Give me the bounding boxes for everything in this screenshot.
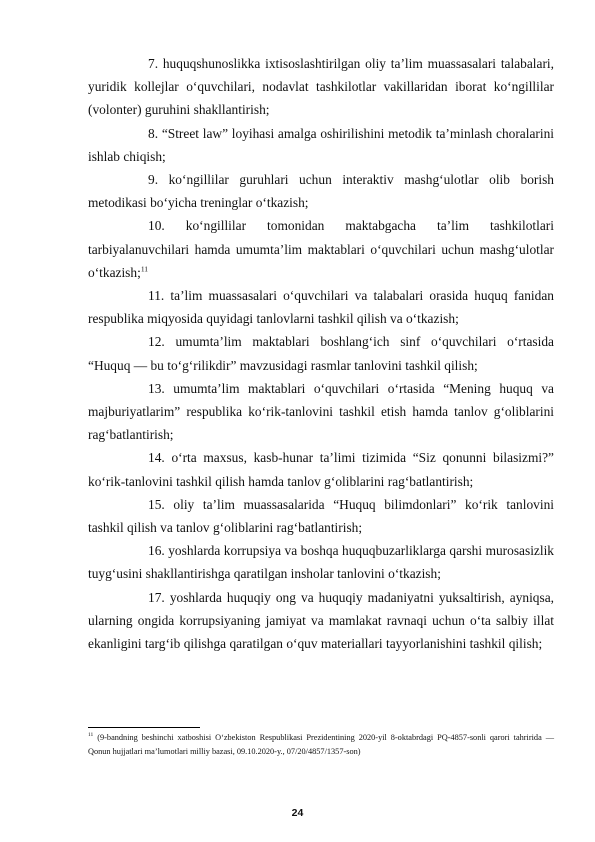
footnote-text: (9-bandning beshinchi xatboshisi O‘zbekiston Respublikasi Prezidentining 2020-yil 8-oktabrdagi PQ-4857-sonli qarori tahririda — Qonun hujjatlari ma’lumotlari milliy bazasi, 09.10.2020-y., 07/20/4857/1357-son) — [88, 733, 555, 757]
list-item — [88, 122, 554, 168]
footnote-reference: 11 — [140, 264, 149, 274]
footnote-separator — [88, 727, 200, 728]
list-item-number: 13. — [148, 380, 165, 396]
list-item-text: yoshlarda huquqiy ong va huquqiy madaniyatni yuksaltirish, ayniqsa, ularning ongida korrupsiyaning jamiyat va mamlakat ravnaqi uchun o‘ta salbiy illat ekanligini targ‘ib qilishga qaratilgan o‘quv materiallari tayyorlanishini tashkil qilish; — [88, 589, 554, 652]
list-item-number: 8. — [148, 125, 159, 141]
footnote — [88, 731, 554, 759]
list-item-number: 16. — [148, 543, 165, 559]
list-item — [88, 586, 554, 656]
list-item-number: 12. — [148, 334, 165, 350]
list-item — [88, 539, 554, 585]
list-item-text: ta’lim muassasalari o‘quvchilari va talabalari orasida huquq fanidan respublika miqyosida quyidagi tanlovlarni tashkil qilish va o‘tkazish; — [88, 288, 554, 327]
list-item — [88, 493, 554, 539]
list-item-text: umumta’lim maktablari boshlang‘ich sinf o‘quvchilari o‘rtasida “Huquq — bu to‘g‘rilikdir” mavzusidagi rasmlar tanlovini tashkil qilish; — [88, 334, 554, 373]
list-item — [88, 446, 554, 492]
list-item — [88, 52, 554, 122]
list-item-text: umumta’lim maktablari o‘quvchilari o‘rtasida “Mening huquq va majburiyatlarim” respublika ko‘rik-tanlovini tashkil etish hamda tanlov g‘oliblarini rag‘batlantirish; — [88, 380, 554, 443]
list-item — [88, 214, 554, 284]
page-number: 24 — [291, 807, 304, 819]
list-item-text: oliy ta’lim muassasalarida “Huquq bilimdonlari” ko‘rik tanlovini tashkil qilish va tanlov g‘oliblarini rag‘batlantirish; — [88, 496, 554, 536]
list-item-text: ko‘ngillilar guruhlari uchun interaktiv mashg‘ulotlar olib borish metodikasi bo‘yicha treninglar o‘tkazish; — [88, 172, 554, 211]
list-item-text: o‘rta maxsus, kasb-hunar ta’limi tizimida “Siz qonunni bilasizmi?” ko‘rik-tanlovini tashkil qilish hamda tanlov g‘oliblarini rag‘batlantirish; — [88, 450, 554, 489]
list-item-number: 11. — [148, 288, 165, 304]
list-item-text: “Street law” loyihasi amalga oshirilishini metodik ta’minlash choralarini ishlab chiqish; — [88, 125, 554, 164]
list-item — [88, 168, 554, 214]
list-item-text: yoshlarda korrupsiya va boshqa huquqbuzarliklarga qarshi murosasizlik tuyg‘usini shakllantirishga qaratilgan insholar tanlovini o‘tkazish; — [88, 543, 554, 582]
list-item-number: 14. — [148, 450, 165, 466]
list-item-number: 10. — [148, 218, 165, 234]
list-item-number: 9. — [148, 172, 159, 188]
list-item — [88, 377, 554, 447]
list-item-number: 7. — [148, 56, 159, 71]
list-item-number: 15. — [148, 496, 165, 512]
list-item-text: ko‘ngillilar tomonidan maktabgacha ta’lim tashkilotlari tarbiyalanuvchilari hamda umumta’lim maktablari o‘quvchilari uchun mashg‘ulotlar o‘tkazish; — [88, 218, 554, 280]
list-item-number: 17. — [148, 589, 165, 605]
list-item — [88, 284, 554, 330]
list-item-text: huquqshunoslikka ixtisoslashtirilgan oliy ta’lim muassasalari talabalari, yuridik kollejlar o‘quvchilari, nodavlat tashkilotlar vakillaridan iborat ko‘ngillilar (volonter) guruhini shakllantirish; — [88, 56, 554, 118]
list-item — [88, 330, 554, 376]
footnote-marker: 11 — [88, 732, 94, 739]
numbered-list — [88, 52, 554, 655]
